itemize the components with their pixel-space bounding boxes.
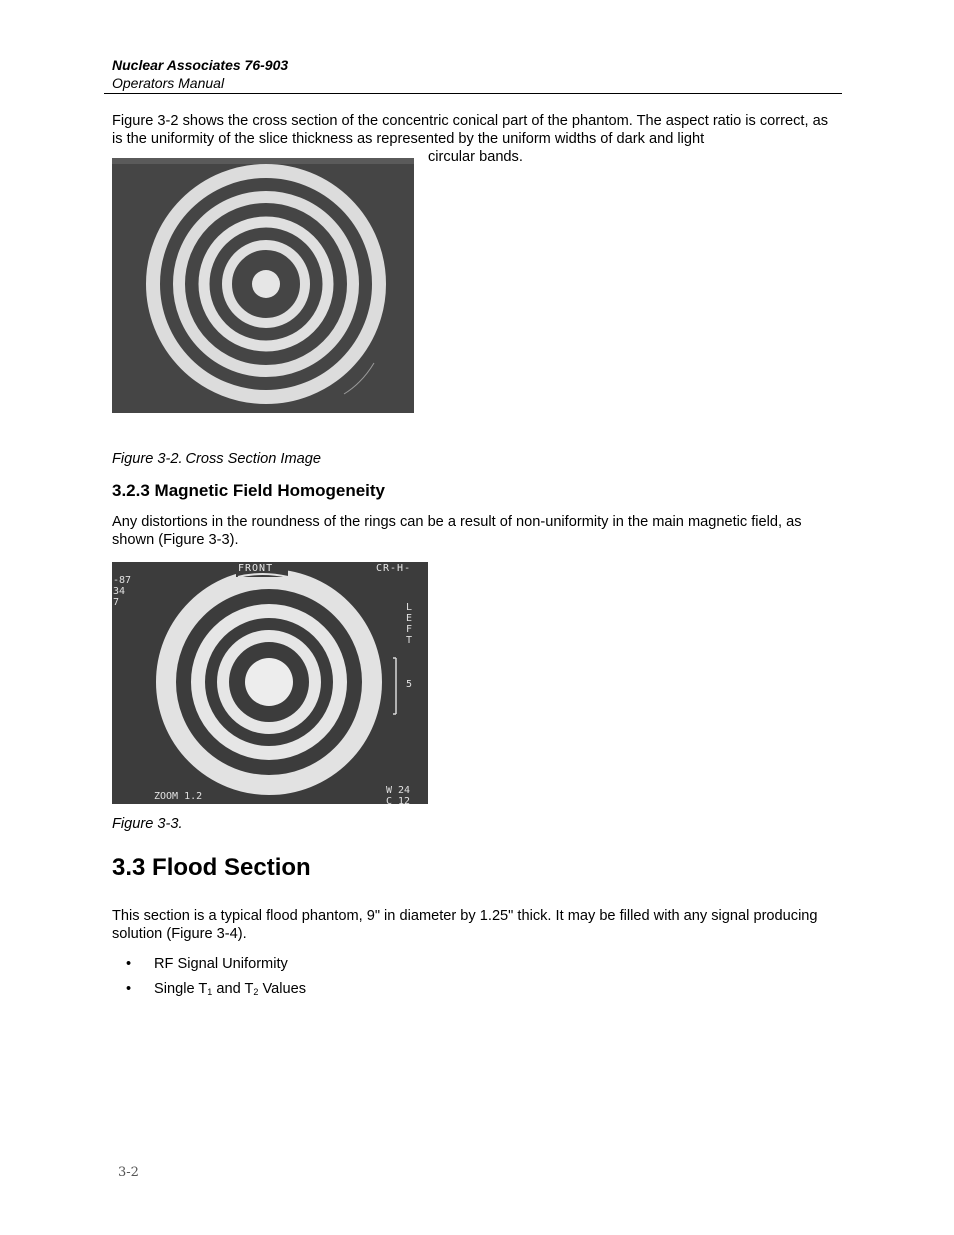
left-info xyxy=(113,575,131,608)
section-heading-flood: 3.3 Flood Section xyxy=(112,854,311,881)
figure-magnetic-field-image xyxy=(112,562,428,804)
side-letter: T xyxy=(406,635,413,646)
bullet-icon: • xyxy=(126,981,132,997)
side-letter: E xyxy=(406,613,413,624)
figure-cross-section-image xyxy=(112,158,414,413)
window-level-label xyxy=(386,785,410,804)
side-letter: F xyxy=(406,624,413,635)
bullet-icon: • xyxy=(126,956,132,972)
header-rule xyxy=(104,93,842,94)
center-label: C 12 xyxy=(386,796,411,804)
left-info-line-2: 34 xyxy=(113,586,126,597)
side-orientation-label xyxy=(406,602,412,646)
flood-bullet-list xyxy=(112,955,306,1005)
subscript: 1 xyxy=(207,987,213,997)
flood-paragraph: This section is a typical flood phantom, 9" in diameter by 1.25" thick. It may be filled with any signal producing solution (Figure 3-4). xyxy=(112,908,818,942)
bullet-text-part: Single T xyxy=(154,981,208,997)
manual-subtitle: Operators Manual xyxy=(112,75,225,91)
page-number: 3-2 xyxy=(118,1165,139,1180)
bullet-text xyxy=(154,981,306,997)
bullet-text-part: and T xyxy=(212,981,254,997)
bullet-text-part: Values xyxy=(258,981,307,997)
list-item xyxy=(112,955,306,980)
left-info-line-3: 7 xyxy=(113,597,120,608)
intro-paragraph-end: circular bands. xyxy=(428,149,523,165)
section-heading-magnetic-field: 3.2.3 Magnetic Field Homogeneity xyxy=(112,481,386,500)
left-info-line-1: -87 xyxy=(113,575,132,586)
bullet-text: RF Signal Uniformity xyxy=(154,956,288,972)
side-letter: L xyxy=(406,602,413,613)
manual-title: Nuclear Associates 76-903 xyxy=(112,57,289,73)
subscript: 2 xyxy=(253,987,259,997)
magnetic-field-paragraph: Any distortions in the roundness of the rings can be a result of non-uniformity in the main magnetic field, as shown (Figure 3-3). xyxy=(112,514,802,548)
series-label: CR-H- xyxy=(376,563,412,574)
front-label: FRONT xyxy=(238,563,274,574)
intro-paragraph: Figure 3-2 shows the cross section of the concentric conical part of the phantom. The aspect ratio is correct, as is the uniformity of the slice thickness as represented by the uniform widths of dark and light xyxy=(112,113,828,147)
figure-3-3-caption: Figure 3-3. xyxy=(112,816,183,832)
list-item xyxy=(112,980,306,1005)
scale-value: 5 xyxy=(406,679,413,690)
window-label: W 24 xyxy=(386,785,411,796)
figure-3-2-caption: Figure 3-2. Cross Section Image xyxy=(112,451,321,467)
zoom-label: ZOOM 1.2 xyxy=(154,791,203,802)
